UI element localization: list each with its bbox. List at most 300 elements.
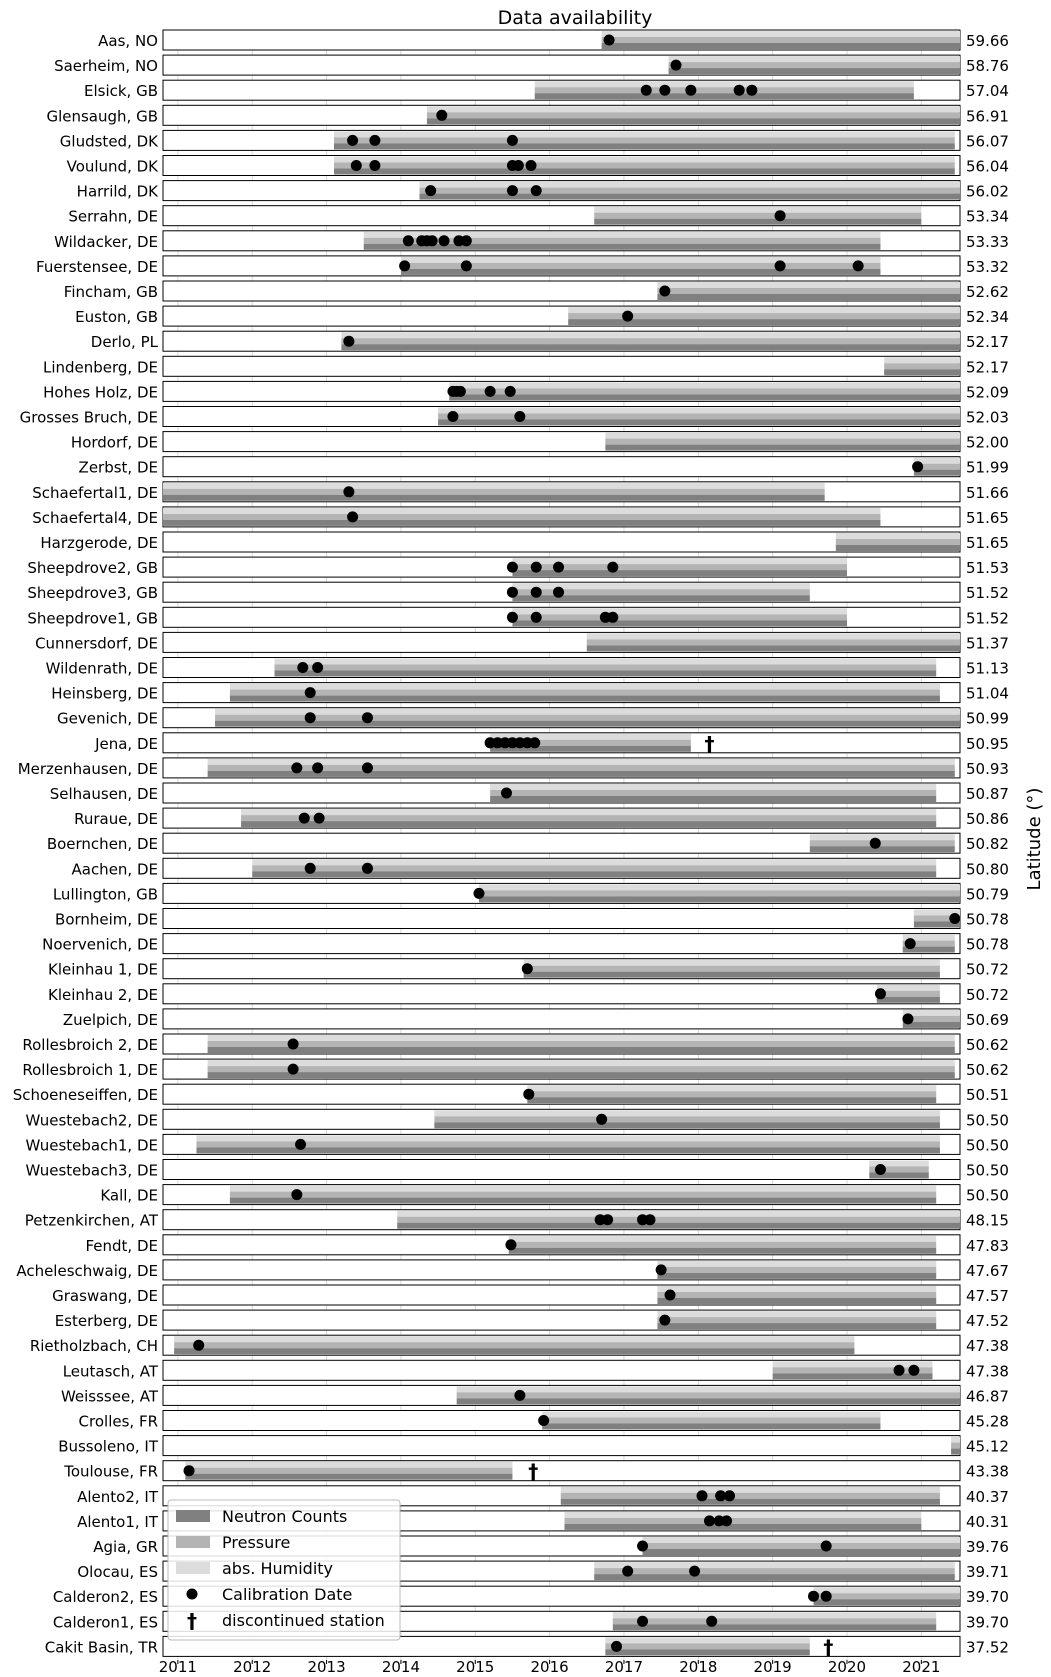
station-latitude: 56.04 — [966, 157, 1009, 176]
humidity-bar — [524, 960, 940, 966]
neutron-counts-bar — [252, 871, 936, 877]
neutron-counts-bar — [230, 1198, 936, 1204]
neutron-counts-bar — [542, 1424, 880, 1430]
station-latitude: 50.86 — [966, 810, 1009, 829]
humidity-bar — [810, 834, 955, 840]
station-name: Sheepdrove1, GB — [27, 609, 158, 628]
pressure-bar — [490, 790, 936, 796]
station-row-frame — [163, 457, 960, 477]
station-row-frame — [163, 1436, 960, 1456]
calibration-marker — [193, 1340, 204, 1351]
neutron-counts-bar — [669, 68, 960, 74]
station-row — [20, 407, 1009, 427]
station-row — [53, 883, 1009, 903]
calibration-marker — [531, 562, 542, 573]
station-name: Gludsted, DK — [59, 132, 158, 151]
pressure-bar — [230, 690, 940, 696]
station-row — [32, 482, 1009, 502]
neutron-counts-bar — [401, 269, 881, 275]
calibration-marker — [704, 1515, 715, 1526]
humidity-bar — [602, 31, 960, 37]
station-latitude: 50.50 — [966, 1111, 1009, 1130]
calibration-marker — [362, 712, 373, 723]
station-row — [43, 356, 1009, 376]
calibration-marker — [425, 185, 436, 196]
pressure-bar — [215, 715, 960, 721]
station-latitude: 53.33 — [966, 232, 1009, 251]
calibration-marker — [362, 762, 373, 773]
pressure-bar — [814, 1593, 960, 1599]
neutron-counts-bar — [877, 997, 940, 1003]
humidity-bar — [594, 1562, 955, 1568]
station-row — [13, 1084, 1009, 1104]
pressure-bar — [535, 87, 914, 93]
pressure-bar — [275, 665, 937, 671]
neutron-counts-bar — [594, 1574, 955, 1580]
neutron-counts-bar — [605, 1649, 809, 1655]
station-row — [30, 1335, 1009, 1355]
neutron-counts-bar — [814, 1599, 960, 1605]
calibration-marker — [622, 311, 633, 322]
calibration-marker — [369, 160, 380, 171]
neutron-counts-bar — [449, 394, 960, 400]
calibration-marker — [908, 1365, 919, 1376]
station-name: Jena, DE — [95, 734, 158, 753]
station-row — [35, 632, 1009, 652]
station-row — [79, 1411, 1009, 1431]
calibration-marker — [529, 737, 540, 748]
calibration-marker — [721, 1515, 732, 1526]
station-latitude: 50.95 — [966, 734, 1009, 753]
calibration-marker — [902, 1013, 913, 1024]
station-row — [27, 557, 1009, 577]
calibration-marker — [312, 762, 323, 773]
station-row — [22, 1059, 1009, 1079]
x-tick-label: 2019 — [753, 1658, 792, 1676]
pressure-bar — [877, 991, 940, 997]
x-tick-label: 2015 — [456, 1658, 495, 1676]
station-latitude: 47.57 — [966, 1287, 1009, 1305]
x-tick-label: 2013 — [307, 1658, 346, 1676]
neutron-counts-bar — [334, 169, 955, 175]
station-latitude: 51.52 — [966, 609, 1009, 628]
humidity-bar — [836, 533, 960, 539]
humidity-bar — [275, 659, 937, 665]
station-latitude: 45.28 — [966, 1412, 1009, 1431]
station-row — [25, 1109, 1009, 1129]
station-latitude: 50.50 — [966, 1186, 1009, 1205]
station-name: Rollesbroich 2, DE — [22, 1036, 158, 1054]
neutron-counts-bar — [524, 972, 940, 978]
calibration-marker — [746, 85, 757, 96]
humidity-bar — [434, 1110, 940, 1116]
calibration-marker — [343, 336, 354, 347]
station-latitude: 47.67 — [966, 1261, 1009, 1280]
station-latitude: 51.37 — [966, 634, 1009, 653]
station-name: Cakit Basin, TR — [44, 1638, 158, 1657]
station-name: Lindenberg, DE — [42, 358, 158, 377]
pressure-bar — [669, 62, 960, 68]
pressure-bar — [401, 263, 881, 269]
calibration-marker — [291, 1189, 302, 1200]
station-latitude: 40.31 — [966, 1512, 1009, 1531]
calibration-marker — [507, 135, 518, 146]
neutron-counts-bar — [657, 1273, 936, 1279]
station-row — [51, 683, 1009, 703]
station-name: Lullington, GB — [52, 885, 158, 904]
humidity-bar — [951, 1437, 960, 1443]
calibration-marker — [473, 888, 484, 899]
station-latitude: 50.51 — [966, 1086, 1009, 1105]
calibration-marker — [641, 85, 652, 96]
station-latitude: 50.62 — [966, 1061, 1009, 1080]
station-latitude: 51.53 — [966, 559, 1009, 578]
station-name: Weisssee, AT — [60, 1387, 158, 1406]
station-latitude: 50.72 — [966, 985, 1009, 1004]
calibration-marker — [853, 260, 864, 271]
station-row — [94, 732, 1009, 756]
station-latitude: 50.78 — [966, 910, 1009, 929]
station-latitude: 50.79 — [966, 885, 1009, 904]
station-row — [55, 1310, 1009, 1330]
station-latitude: 48.15 — [966, 1211, 1009, 1230]
station-row — [71, 432, 1009, 452]
station-row — [98, 30, 1009, 50]
station-name: Derlo, PL — [90, 333, 158, 352]
calibration-marker — [659, 85, 670, 96]
x-tick-label: 2018 — [679, 1658, 718, 1676]
calibration-marker — [447, 411, 458, 422]
calibration-marker — [403, 235, 414, 246]
station-latitude: 50.72 — [966, 960, 1009, 979]
station-latitude: 51.04 — [966, 684, 1009, 703]
x-tick-label: 2011 — [158, 1658, 197, 1676]
neutron-counts-bar — [594, 219, 921, 225]
station-name: Wuestebach1, DE — [25, 1136, 158, 1155]
station-latitude: 39.70 — [966, 1613, 1009, 1632]
station-row — [63, 1360, 1009, 1380]
pressure-bar — [527, 1091, 936, 1097]
station-name: Sheepdrove3, GB — [27, 584, 158, 603]
station-latitude: 50.87 — [966, 785, 1009, 803]
calibration-marker — [288, 1039, 299, 1050]
humidity-bar — [427, 106, 960, 112]
humidity-bar — [613, 1612, 936, 1618]
humidity-bar — [564, 1512, 921, 1518]
station-row — [75, 306, 1009, 326]
pressure-bar — [341, 338, 960, 344]
station-row — [43, 381, 1009, 401]
neutron-counts-bar — [275, 671, 937, 677]
calibration-marker — [870, 838, 881, 849]
station-row — [91, 331, 1009, 351]
station-row — [79, 457, 1009, 477]
x-tick-label: 2016 — [530, 1658, 569, 1676]
station-row — [25, 1134, 1009, 1154]
station-name: Rietholzbach, CH — [29, 1337, 158, 1356]
station-row — [36, 256, 1009, 276]
humidity-bar — [479, 884, 960, 890]
neutron-counts-bar — [810, 846, 955, 852]
station-latitude: 51.99 — [966, 458, 1009, 477]
calibration-marker — [343, 486, 354, 497]
calibration-marker — [611, 1641, 622, 1652]
station-name: Voulund, DK — [66, 157, 158, 176]
calibration-marker — [670, 60, 681, 71]
station-latitude: 52.00 — [966, 433, 1009, 452]
station-row — [54, 55, 1009, 75]
humidity-bar — [208, 1060, 955, 1066]
station-row — [25, 1160, 1009, 1180]
calibration-marker — [706, 1616, 717, 1627]
calibration-marker — [734, 85, 745, 96]
station-row-frame — [163, 909, 960, 929]
station-latitude: 47.83 — [966, 1236, 1009, 1255]
station-name: Wuestebach3, DE — [25, 1161, 158, 1180]
station-latitude: 47.38 — [966, 1362, 1009, 1381]
station-row — [63, 1009, 1009, 1029]
station-latitude: 45.12 — [966, 1437, 1009, 1456]
neutron-counts-bar — [208, 1047, 955, 1053]
station-name: Toulouse, FR — [64, 1462, 158, 1481]
station-row — [40, 532, 1009, 552]
station-name: Calderon1, ES — [52, 1613, 158, 1632]
pressure-bar — [605, 439, 960, 445]
neutron-counts-bar — [241, 821, 936, 827]
humidity-bar — [401, 257, 881, 263]
humidity-bar — [208, 1035, 955, 1041]
calibration-marker — [295, 1139, 306, 1150]
calibration-marker — [288, 1064, 299, 1075]
neutron-counts-bar — [334, 143, 955, 149]
pressure-bar — [163, 489, 825, 495]
legend-label: abs. Humidity — [222, 1559, 334, 1578]
station-name: Harzgerode, DE — [40, 534, 158, 552]
calibration-marker — [659, 1315, 670, 1326]
calibration-marker — [439, 235, 450, 246]
x-tick-label: 2017 — [604, 1658, 644, 1676]
humidity-bar — [512, 608, 847, 614]
pressure-bar — [657, 1317, 936, 1323]
humidity-bar — [215, 709, 960, 715]
humidity-bar — [334, 157, 955, 163]
station-row-frame — [163, 984, 960, 1004]
pressure-bar — [230, 1192, 936, 1198]
station-name: Bussoleno, IT — [58, 1437, 158, 1456]
pressure-bar — [594, 213, 921, 219]
station-row — [63, 1460, 1009, 1484]
x-axis-ticks — [159, 1658, 941, 1676]
calibration-marker — [399, 260, 410, 271]
neutron-counts-bar — [208, 1072, 955, 1078]
calibration-marker — [602, 1214, 613, 1225]
humidity-bar — [605, 433, 960, 439]
pressure-bar — [241, 815, 936, 821]
calibration-marker — [514, 411, 525, 422]
calibration-marker — [455, 386, 466, 397]
legend-calibration-icon — [187, 1589, 198, 1600]
station-name: Crolles, FR — [78, 1412, 158, 1431]
station-name: Ruraue, DE — [74, 810, 158, 829]
calibration-marker — [538, 1415, 549, 1426]
neutron-counts-bar — [509, 1248, 936, 1254]
station-latitude: 52.03 — [966, 408, 1009, 427]
chart-title: Data availability — [497, 7, 653, 29]
station-name: Fendt, DE — [85, 1236, 158, 1255]
humidity-bar — [594, 207, 921, 213]
calibration-marker — [659, 286, 670, 297]
station-row — [46, 105, 1008, 125]
station-latitude: 40.37 — [966, 1487, 1009, 1506]
neutron-counts-bar — [434, 1122, 940, 1128]
neutron-counts-bar — [884, 369, 960, 375]
station-row — [50, 783, 1009, 803]
neutron-counts-bar — [419, 194, 960, 200]
station-row — [27, 607, 1009, 627]
station-name: Olocau, ES — [77, 1563, 158, 1582]
humidity-bar — [419, 182, 960, 188]
neutron-counts-bar — [527, 1097, 936, 1103]
station-latitude: 50.50 — [966, 1161, 1009, 1180]
legend-label: discontinued station — [222, 1611, 385, 1630]
neutron-counts-bar — [479, 896, 960, 902]
neutron-counts-bar — [196, 1147, 939, 1153]
station-latitude: 47.52 — [966, 1312, 1009, 1331]
calibration-marker — [531, 185, 542, 196]
station-latitude: 50.50 — [966, 1136, 1009, 1155]
humidity-bar — [174, 1336, 854, 1342]
neutron-counts-bar — [564, 1524, 921, 1530]
station-name: Schaefertal4, DE — [32, 508, 158, 527]
station-latitude: 39.76 — [966, 1538, 1009, 1556]
station-latitude: 50.93 — [966, 759, 1009, 778]
humidity-bar — [527, 1085, 936, 1091]
neutron-counts-bar — [605, 445, 960, 451]
station-name: Heinsberg, DE — [51, 684, 158, 703]
pressure-bar — [810, 840, 955, 846]
station-name: Harrild, DK — [76, 182, 158, 201]
pressure-bar — [657, 1267, 936, 1273]
calibration-marker — [362, 863, 373, 874]
station-row — [52, 1285, 1009, 1305]
humidity-bar — [877, 985, 940, 991]
legend-label: Calibration Date — [222, 1585, 353, 1604]
station-name: Euston, GB — [75, 308, 158, 327]
pressure-bar — [509, 1242, 936, 1248]
humidity-bar — [341, 332, 960, 338]
pressure-bar — [587, 639, 960, 645]
station-latitude: 52.17 — [966, 358, 1009, 377]
station-latitude: 51.13 — [966, 659, 1009, 678]
pressure-bar — [613, 1618, 936, 1624]
station-row — [16, 1260, 1009, 1280]
pressure-bar — [512, 614, 847, 620]
calibration-marker — [553, 587, 564, 598]
station-row-frame — [163, 1009, 960, 1029]
neutron-counts-bar — [657, 294, 960, 300]
station-name: Calderon2, ES — [52, 1588, 158, 1607]
humidity-bar — [657, 1286, 936, 1292]
station-latitude: 39.70 — [966, 1588, 1009, 1607]
station-latitude: 59.66 — [966, 32, 1009, 50]
calibration-marker — [314, 813, 325, 824]
pressure-bar — [185, 1468, 512, 1474]
station-name: Kleinhau 1, DE — [48, 960, 158, 979]
neutron-counts-bar — [427, 118, 960, 124]
pressure-bar — [427, 112, 960, 118]
legend-swatch-counts — [176, 1510, 210, 1522]
legend-swatch-humidity — [176, 1562, 210, 1574]
station-row — [74, 808, 1009, 828]
station-latitude: 50.80 — [966, 860, 1009, 879]
pressure-bar — [208, 1041, 955, 1047]
legend-label: Pressure — [222, 1533, 291, 1552]
calibration-marker — [724, 1490, 735, 1501]
x-tick-label: 2014 — [381, 1658, 421, 1676]
pressure-bar — [196, 1141, 939, 1147]
neutron-counts-bar — [490, 796, 936, 802]
station-row — [84, 80, 1009, 100]
calibration-marker — [894, 1365, 905, 1376]
calibration-marker — [507, 587, 518, 598]
pressure-bar — [884, 363, 960, 369]
pressure-bar — [449, 388, 960, 394]
station-name: Bornheim, DE — [55, 910, 158, 929]
station-latitude: 50.78 — [966, 935, 1009, 954]
calibration-marker — [689, 1566, 700, 1577]
neutron-counts-bar — [397, 1223, 960, 1229]
station-row — [32, 507, 1009, 527]
station-name: Leutasch, AT — [62, 1362, 158, 1381]
pressure-bar — [605, 1643, 809, 1649]
calibration-marker — [665, 1290, 676, 1301]
calibration-marker — [369, 135, 380, 146]
pressure-bar — [951, 1443, 960, 1449]
pressure-bar — [174, 1342, 854, 1348]
humidity-bar — [512, 558, 847, 564]
calibration-marker — [875, 1164, 886, 1175]
calibration-marker — [305, 712, 316, 723]
legend — [168, 1500, 400, 1640]
humidity-bar — [657, 1261, 936, 1267]
humidity-bar — [334, 131, 955, 137]
station-row — [27, 582, 1009, 602]
station-row — [100, 1185, 1009, 1205]
station-latitude: 51.65 — [966, 508, 1009, 527]
neutron-counts-bar — [773, 1373, 933, 1379]
calibration-marker — [312, 662, 323, 673]
station-latitude: 53.32 — [966, 257, 1009, 276]
station-name: Agia, GR — [93, 1538, 158, 1556]
station-name: Glensaugh, GB — [46, 107, 158, 126]
station-row — [55, 909, 1009, 929]
calibration-marker — [461, 260, 472, 271]
pressure-bar — [564, 1518, 921, 1524]
neutron-counts-bar — [587, 645, 960, 651]
humidity-bar — [509, 1236, 936, 1242]
station-latitude: 50.62 — [966, 1036, 1009, 1054]
humidity-bar — [561, 1487, 940, 1493]
humidity-bar — [535, 81, 914, 87]
station-name: Hohes Holz, DE — [43, 383, 158, 402]
calibration-marker — [905, 938, 916, 949]
calibration-marker — [604, 35, 615, 46]
calibration-marker — [775, 260, 786, 271]
station-name: Rollesbroich 1, DE — [22, 1061, 158, 1080]
station-latitude: 39.71 — [966, 1563, 1009, 1582]
neutron-counts-bar — [561, 1499, 940, 1505]
station-row — [64, 281, 1009, 301]
